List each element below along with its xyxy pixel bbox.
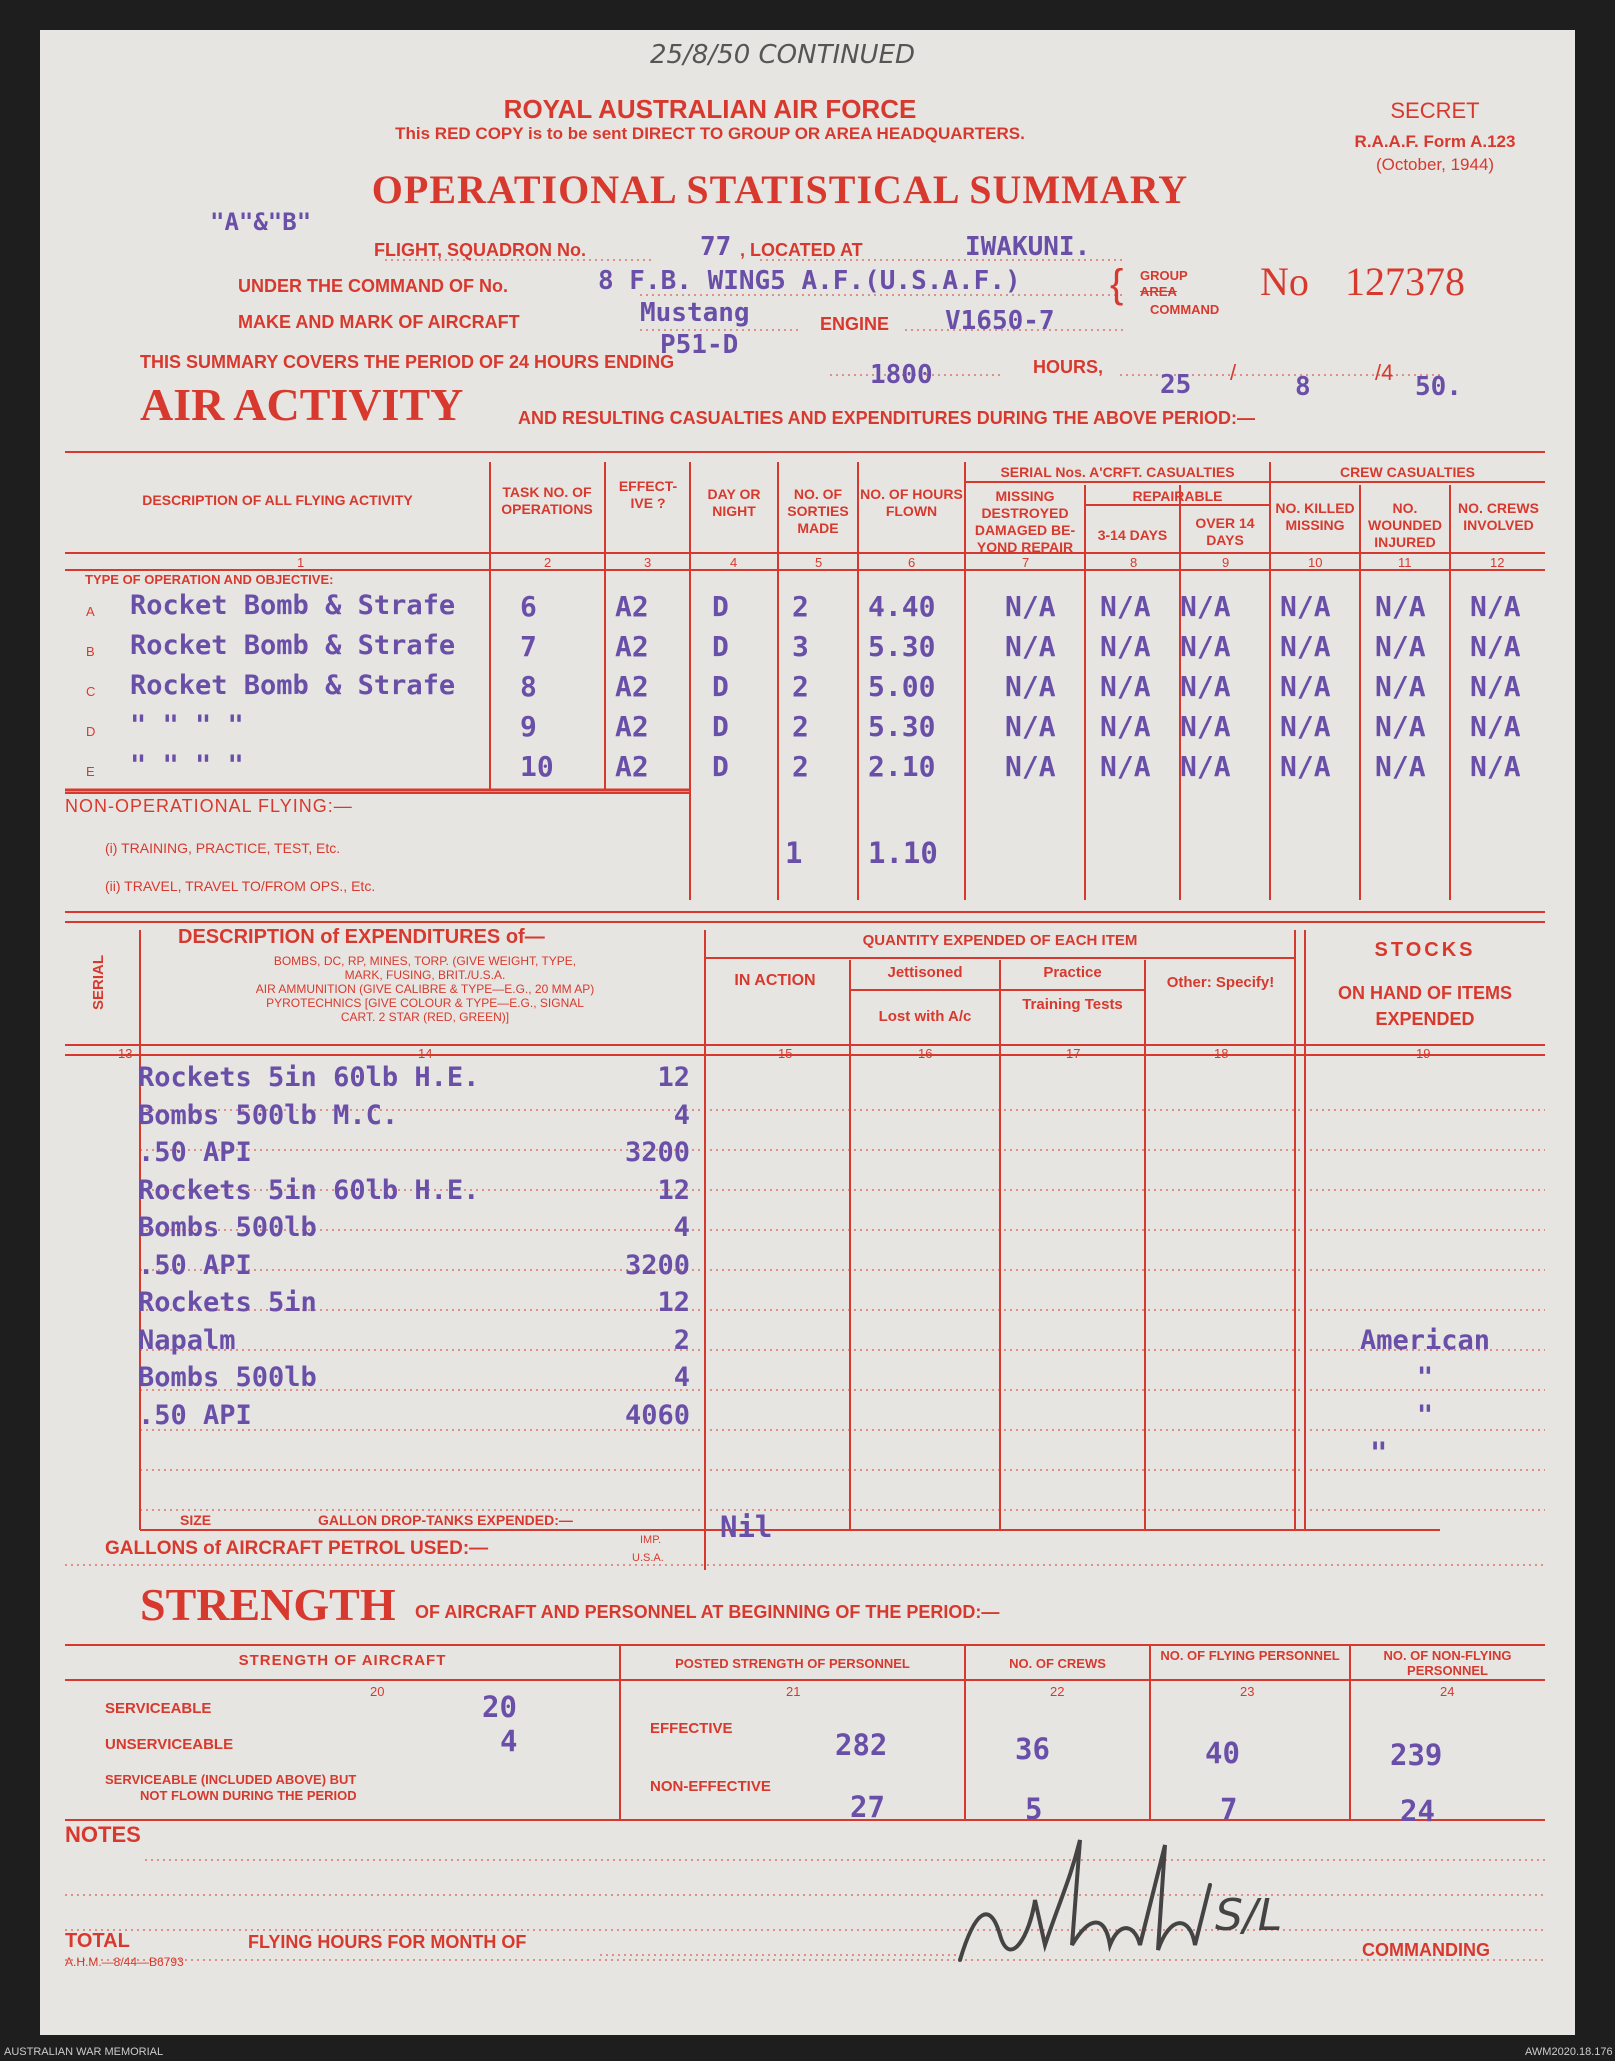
ops-cell-c12[interactable]: N/A	[1470, 670, 1521, 703]
col-num-6: 6	[908, 555, 916, 570]
expenditure-qty[interactable]: 4	[673, 1362, 690, 1393]
unserviceable-value[interactable]: 4	[500, 1724, 518, 1758]
aircraft-casualties-header: SERIAL Nos. A'CRFT. CASUALTIES	[1000, 464, 1235, 480]
expenditure-qty[interactable]: 4	[673, 1099, 690, 1131]
col-num-19: 19	[1416, 1046, 1431, 1061]
aircraft-label: MAKE AND MARK OF AIRCRAFT	[238, 312, 520, 332]
col-hours-header: NO. OF HOURS FLOWN	[860, 486, 963, 519]
command-value[interactable]: 8 F.B. WING5 A.F.(U.S.A.F.)	[598, 266, 1021, 296]
engine-label: ENGINE	[820, 314, 890, 334]
stock-ditto-extra[interactable]: "	[1370, 1436, 1388, 1470]
ops-cell-sorties[interactable]: 2	[792, 750, 809, 783]
ops-cell-c10[interactable]: N/A	[1280, 710, 1331, 743]
ops-cell-c10[interactable]: N/A	[1280, 670, 1331, 703]
noneffective-label: NON-EFFECTIVE	[650, 1778, 771, 1795]
routing-instruction: This RED COPY is to be sent DIRECT TO GROUP OR AREA HEADQUARTERS.	[395, 124, 1025, 143]
col-over14-header: OVER 14 DAYS	[1195, 515, 1255, 548]
ops-cell-hours[interactable]: 5.30	[868, 630, 936, 663]
col-num-22: 22	[1050, 1684, 1065, 1699]
area-label-struck: AREA	[1140, 284, 1177, 299]
strength-subtitle: OF AIRCRAFT AND PERSONNEL AT BEGINNING OF THE PERIOD:—	[415, 1602, 1000, 1622]
training-label: (i) TRAINING, PRACTICE, TEST, Etc.	[105, 840, 341, 856]
ops-row-letter: E	[86, 764, 95, 779]
expenditure-qty[interactable]: 12	[657, 1174, 690, 1206]
ops-cell-sorties[interactable]: 3	[792, 630, 809, 663]
desc-line-5: CART. 2 STAR (RED, GREEN)]	[340, 1010, 510, 1024]
col-num-10: 10	[1308, 555, 1323, 570]
ops-cell-dn[interactable]: D	[712, 630, 729, 663]
effective-posted[interactable]: 282	[835, 1728, 888, 1762]
ops-row-letter: C	[86, 684, 96, 699]
ops-cell-c12[interactable]: N/A	[1470, 710, 1521, 743]
ops-cell-task[interactable]: 8	[520, 670, 537, 703]
engine-value[interactable]: V1650-7	[945, 306, 1055, 336]
ops-cell-c7[interactable]: N/A	[1005, 670, 1056, 703]
brace-icon: {	[1110, 262, 1124, 306]
ops-cell-eff[interactable]: A2	[615, 590, 649, 623]
col-desc-header: DESCRIPTION OF ALL FLYING ACTIVITY	[142, 492, 413, 508]
ops-cell-c10[interactable]: N/A	[1280, 750, 1331, 783]
col-num-8: 8	[1130, 555, 1138, 570]
col-day-header: DAY OR NIGHT	[707, 486, 761, 519]
ops-cell-eff[interactable]: A2	[615, 710, 649, 743]
col-num-13: 13	[118, 1046, 133, 1061]
ops-cell-sorties[interactable]: 2	[792, 710, 809, 743]
page-title: OPERATIONAL STATISTICAL SUMMARY	[371, 167, 1189, 212]
ops-cell-desc[interactable]: " " " "	[130, 750, 244, 781]
desc-line-2: MARK, FUSING, BRIT./U.S.A.	[344, 968, 506, 982]
desc-line-4: PYROTECHNICS [GIVE COLOUR & TYPE—E.G., SIGNAL	[266, 996, 584, 1010]
commanding-rank: S/L	[1215, 1890, 1283, 1941]
ops-cell-c12[interactable]: N/A	[1470, 630, 1521, 663]
stocks-subheader: ON HAND OF ITEMS EXPENDED	[1338, 983, 1512, 1029]
not-flown-label-1: SERVICEABLE (INCLUDED ABOVE) BUT	[105, 1772, 357, 1787]
noneffective-nonflying[interactable]: 24	[1400, 1794, 1435, 1828]
serviceable-value[interactable]: 20	[482, 1690, 517, 1724]
ops-cell-hours[interactable]: 5.30	[868, 710, 936, 743]
ops-cell-c10[interactable]: N/A	[1280, 590, 1331, 623]
noneffective-posted[interactable]: 27	[850, 1790, 885, 1824]
col-num-2: 2	[544, 555, 552, 570]
notes-label: NOTES	[65, 1822, 141, 1847]
lost-header: Lost with A/c	[878, 1008, 972, 1025]
col-effective-header: EFFECT-IVE ?	[618, 478, 678, 511]
ops-cell-sorties[interactable]: 2	[792, 590, 809, 623]
col-num-1: 1	[297, 555, 305, 570]
expenditure-stock[interactable]: American	[1359, 1324, 1491, 1356]
ops-cell-c7[interactable]: N/A	[1005, 710, 1056, 743]
col-sorties-header: NO. OF SORTIES MADE	[787, 486, 849, 536]
effective-label: EFFECTIVE	[650, 1720, 733, 1737]
ops-cell-eff[interactable]: A2	[615, 750, 649, 783]
col-killed-header: NO. KILLED MISSING	[1275, 500, 1355, 533]
col-num-3: 3	[644, 555, 652, 570]
col-num-23: 23	[1240, 1684, 1255, 1699]
ops-cell-c10[interactable]: N/A	[1280, 630, 1331, 663]
col-missing-header: MISSING DESTROYED DAMAGED BE-YOND REPAIR	[974, 488, 1076, 555]
expenditure-desc[interactable]: Napalm	[138, 1324, 236, 1356]
desc-line-3: AIR AMMUNITION (GIVE CALIBRE & TYPE—E.G., 20 MM AP)	[255, 982, 595, 996]
petrol-usa: U.S.A.	[632, 1552, 664, 1564]
col-num-11: 11	[1398, 555, 1412, 570]
quantity-expended-header: QUANTITY EXPENDED OF EACH ITEM	[862, 932, 1138, 949]
ops-cell-task[interactable]: 6	[520, 590, 537, 623]
col-repairable-header: REPAIRABLE	[1132, 488, 1223, 504]
expenditure-stock[interactable]: "	[1416, 1362, 1434, 1393]
col-num-18: 18	[1214, 1046, 1229, 1061]
noneffective-flying[interactable]: 7	[1220, 1792, 1238, 1826]
ops-cell-c8[interactable]: N/A	[1100, 750, 1151, 783]
ops-cell-desc[interactable]: Rocket Bomb & Strafe	[130, 670, 456, 701]
strength-title: STRENGTH	[140, 1579, 396, 1630]
ops-cell-sorties[interactable]: 2	[792, 670, 809, 703]
command-label: UNDER THE COMMAND OF No.	[238, 276, 508, 296]
expenditure-qty[interactable]: 4060	[624, 1399, 690, 1431]
ops-cell-c11[interactable]: N/A	[1375, 710, 1426, 743]
col-num-14: 14	[418, 1046, 433, 1061]
effective-nonflying[interactable]: 239	[1390, 1738, 1443, 1772]
ops-cell-desc[interactable]: Rocket Bomb & Strafe	[130, 630, 456, 661]
posted-strength-header: POSTED STRENGTH OF PERSONNEL	[675, 1656, 910, 1671]
ops-cell-c8[interactable]: N/A	[1100, 630, 1151, 663]
other-header: Other: Specify!	[1166, 974, 1275, 991]
nonflying-header: NO. OF NON-FLYING PERSONNEL	[1383, 1648, 1512, 1678]
col-num-17: 17	[1066, 1046, 1081, 1061]
handwritten-date-note: 25/8/50 CONTINUED	[650, 40, 916, 70]
flying-hours-label: FLYING HOURS FOR MONTH OF	[248, 1932, 527, 1952]
serial-number: 127378	[1345, 259, 1465, 304]
col-num-16: 16	[918, 1046, 933, 1061]
unserviceable-label: UNSERVICEABLE	[105, 1736, 234, 1753]
expenditure-qty[interactable]: 12	[657, 1287, 690, 1318]
ops-cell-hours[interactable]: 4.40	[868, 590, 936, 623]
ops-cell-task[interactable]: 10	[520, 750, 554, 783]
ops-cell-task[interactable]: 9	[520, 710, 537, 743]
crews-header: NO. OF CREWS	[1009, 1656, 1106, 1671]
ops-cell-c9[interactable]: N/A	[1180, 670, 1231, 703]
type-of-operation-label: TYPE OF OPERATION AND OBJECTIVE:	[85, 572, 334, 587]
col-num-15: 15	[778, 1046, 793, 1061]
squadron-value[interactable]: 77	[700, 232, 732, 262]
flight-value[interactable]: "A"&"B"	[210, 208, 312, 236]
ops-cell-desc[interactable]: " " " "	[130, 710, 244, 741]
expenditure-desc[interactable]: Rockets 5in 60lb H.E.	[138, 1174, 480, 1206]
desc-line-1: BOMBS, DC, RP, MINES, TORP. (GIVE WEIGHT, TYPE,	[273, 954, 577, 968]
col-wounded-header: NO. WOUNDED INJURED	[1368, 500, 1442, 550]
aircraft-strength-header: STRENGTH OF AIRCRAFT	[238, 1652, 447, 1669]
ops-cell-c8[interactable]: N/A	[1100, 710, 1151, 743]
ops-cell-c11[interactable]: N/A	[1375, 670, 1426, 703]
ops-cell-hours[interactable]: 5.00	[868, 670, 936, 703]
ops-cell-c12[interactable]: N/A	[1470, 750, 1521, 783]
commanding-label: COMMANDING	[1362, 1940, 1490, 1960]
ops-cell-c9[interactable]: N/A	[1180, 750, 1231, 783]
expenditure-stock[interactable]: "	[1416, 1399, 1434, 1431]
training-tests-header: Training Tests	[1022, 996, 1123, 1013]
total-label: TOTAL	[65, 1930, 130, 1952]
credit-left: AUSTRALIAN WAR MEMORIAL	[4, 2046, 164, 2058]
group-label: GROUP	[1140, 268, 1188, 283]
in-action-header: IN ACTION	[734, 972, 816, 989]
ops-row-letter: D	[86, 724, 96, 739]
noneffective-crews[interactable]: 5	[1025, 1792, 1043, 1826]
petrol-imp: IMP.	[640, 1534, 662, 1546]
ops-cell-c11[interactable]: N/A	[1375, 750, 1426, 783]
expenditure-qty[interactable]: 4	[673, 1212, 690, 1243]
effective-crews[interactable]: 36	[1015, 1732, 1050, 1766]
col-num-9: 9	[1222, 555, 1230, 570]
crew-casualties-header: CREW CASUALTIES	[1339, 464, 1476, 480]
ops-cell-c12[interactable]: N/A	[1470, 590, 1521, 623]
ops-cell-c11[interactable]: N/A	[1375, 590, 1426, 623]
ops-cell-eff[interactable]: A2	[615, 670, 649, 703]
travel-label: (ii) TRAVEL, TRAVEL TO/FROM OPS., Etc.	[105, 878, 376, 894]
located-label: , LOCATED AT	[740, 240, 863, 260]
droptank-label: GALLON DROP-TANKS EXPENDED:—	[318, 1512, 573, 1528]
expenditure-desc[interactable]: Bombs 500lb	[138, 1362, 317, 1393]
expenditure-desc[interactable]: Bombs 500lb	[138, 1212, 317, 1243]
practice-header: Practice	[1043, 964, 1102, 981]
ops-cell-desc[interactable]: Rocket Bomb & Strafe	[130, 590, 456, 621]
jettisoned-header: Jettisoned	[887, 964, 963, 981]
ops-cell-c7[interactable]: N/A	[1005, 630, 1056, 663]
flying-header: NO. OF FLYING PERSONNEL	[1160, 1648, 1340, 1663]
ops-row-letter: B	[86, 644, 95, 659]
form-date: (October, 1944)	[1375, 155, 1495, 174]
training-sorties[interactable]: 1	[785, 836, 803, 870]
period-label: THIS SUMMARY COVERS THE PERIOD OF 24 HOURS ENDING	[140, 352, 675, 372]
expenditure-desc[interactable]: Bombs 500lb M.C.	[138, 1099, 399, 1131]
stocks-header: STOCKS	[1374, 939, 1476, 961]
col-num-7: 7	[1022, 555, 1030, 570]
print-code: A.H.M.—8/44—B6793	[65, 1955, 184, 1969]
ops-cell-dn[interactable]: D	[712, 590, 729, 623]
col-314-header: 3-14 DAYS	[1097, 527, 1168, 543]
ops-cell-task[interactable]: 7	[520, 630, 537, 663]
ops-cell-eff[interactable]: A2	[615, 630, 649, 663]
non-op-label: NON-OPERATIONAL FLYING:—	[65, 796, 353, 816]
ops-cell-c9[interactable]: N/A	[1180, 710, 1231, 743]
date-slash-2: /4	[1375, 360, 1394, 385]
ops-cell-c7[interactable]: N/A	[1005, 750, 1056, 783]
serial-prefix: No	[1260, 259, 1309, 304]
expenditure-desc-title: DESCRIPTION of EXPENDITURES of—	[178, 926, 545, 948]
droptank-value[interactable]: Nil	[720, 1510, 773, 1544]
expenditure-qty[interactable]: 2	[673, 1324, 690, 1356]
hours-value[interactable]: 1800	[870, 360, 933, 390]
date-slash-1: /	[1230, 360, 1237, 385]
ops-cell-c11[interactable]: N/A	[1375, 630, 1426, 663]
ops-cell-c9[interactable]: N/A	[1180, 590, 1231, 623]
credit-right: AWM2020.18.176	[1525, 2046, 1613, 2058]
col-num-20: 20	[370, 1684, 385, 1699]
col-num-24: 24	[1440, 1684, 1455, 1699]
col-num-21: 21	[786, 1684, 801, 1699]
ops-cell-dn[interactable]: D	[712, 710, 729, 743]
date-day[interactable]: 25	[1160, 370, 1192, 400]
ops-cell-hours[interactable]: 2.10	[868, 750, 936, 783]
effective-flying[interactable]: 40	[1205, 1736, 1240, 1770]
expenditure-desc[interactable]: .50 API	[138, 1137, 252, 1168]
ops-cell-c8[interactable]: N/A	[1100, 590, 1151, 623]
ops-cell-dn[interactable]: D	[712, 670, 729, 703]
ops-cell-dn[interactable]: D	[712, 750, 729, 783]
air-activity-title: AIR ACTIVITY	[140, 379, 464, 430]
ops-row-letter: A	[86, 604, 95, 619]
col-crews-header: NO. CREWS INVOLVED	[1458, 500, 1539, 533]
expenditure-desc[interactable]: .50 API	[138, 1399, 252, 1431]
col-num-4: 4	[730, 555, 738, 570]
expenditure-desc[interactable]: .50 API	[138, 1249, 252, 1281]
droptank-size-label: SIZE	[180, 1512, 212, 1528]
col-num-12: 12	[1490, 555, 1505, 570]
expenditure-desc[interactable]: Rockets 5in 60lb H.E.	[138, 1062, 480, 1093]
expenditure-qty[interactable]: 3200	[624, 1137, 690, 1168]
petrol-label: GALLONS of AIRCRAFT PETROL USED:—	[105, 1538, 489, 1559]
aircraft-value-mark[interactable]: P51-D	[660, 330, 739, 360]
aircraft-value-make[interactable]: Mustang	[640, 298, 750, 328]
date-year[interactable]: 50.	[1415, 372, 1462, 402]
serviceable-label: SERVICEABLE	[105, 1700, 212, 1717]
classification: SECRET	[1390, 98, 1480, 123]
ops-cell-c7[interactable]: N/A	[1005, 590, 1056, 623]
col-num-5: 5	[815, 555, 823, 570]
hours-label: HOURS,	[1033, 357, 1104, 377]
ops-cell-c8[interactable]: N/A	[1100, 670, 1151, 703]
serial-label: SERIAL	[90, 954, 107, 1010]
col-task-header: TASK NO. OF OPERATIONS	[501, 484, 593, 517]
expenditure-qty[interactable]: 3200	[624, 1249, 690, 1281]
air-activity-subtitle: AND RESULTING CASUALTIES AND EXPENDITURES DURING THE ABOVE PERIOD:—	[518, 408, 1256, 428]
date-month[interactable]: 8	[1295, 372, 1311, 402]
expenditure-desc[interactable]: Rockets 5in	[138, 1287, 317, 1318]
expenditure-qty[interactable]: 12	[657, 1062, 690, 1093]
training-hours[interactable]: 1.10	[868, 836, 938, 870]
ops-cell-c9[interactable]: N/A	[1180, 630, 1231, 663]
form-id: R.A.A.F. Form A.123	[1354, 132, 1516, 151]
not-flown-label-2: NOT FLOWN DURING THE PERIOD	[140, 1788, 357, 1803]
flight-label: FLIGHT, SQUADRON No.	[374, 240, 586, 260]
org-name: ROYAL AUSTRALIAN AIR FORCE	[503, 94, 917, 124]
command-word: COMMAND	[1150, 302, 1220, 317]
located-value[interactable]: IWAKUNI.	[965, 232, 1091, 262]
